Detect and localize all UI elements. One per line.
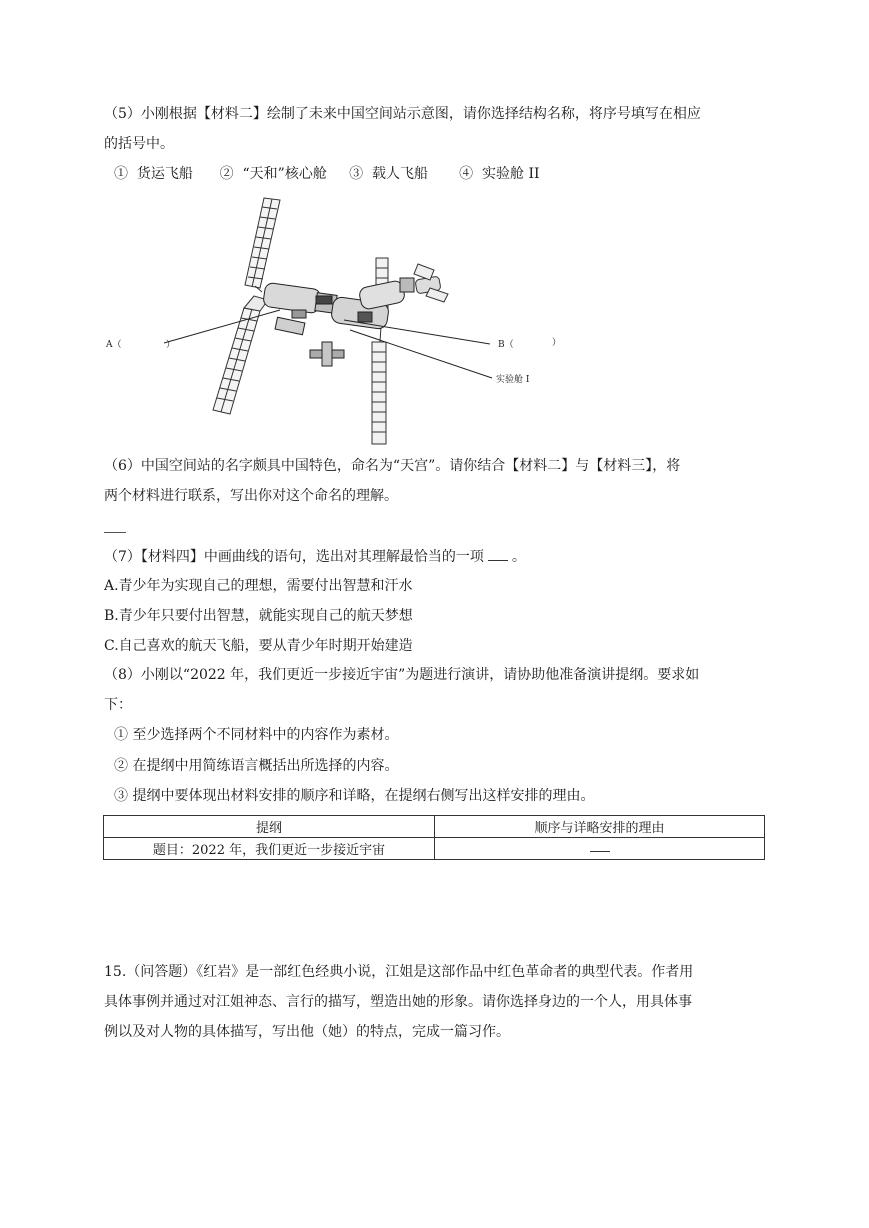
reason-answer-blank[interactable] bbox=[590, 841, 610, 852]
speech-outline-table bbox=[103, 815, 765, 860]
reason-answer-cell[interactable] bbox=[435, 838, 765, 860]
table-row bbox=[104, 838, 765, 860]
q7-option-a: A.青少年为实现自己的理想，需要付出智慧和汗水 bbox=[104, 578, 413, 594]
answer-blank-line[interactable] bbox=[104, 532, 126, 533]
q8-requirement-1: ① 至少选择两个不同材料中的内容作为素材。 bbox=[114, 727, 399, 743]
label-a-close: ） bbox=[166, 340, 176, 350]
label-b: B（ bbox=[498, 340, 514, 350]
cargo-ship bbox=[414, 264, 448, 302]
header-outline: 提纲 bbox=[104, 816, 435, 838]
q7-option-c: C.自己喜欢的航天飞船，要从青少年时期开始建造 bbox=[104, 638, 413, 654]
q8-requirement-3: ③ 提纲中要体现出材料安排的顺序和详略，在提纲右侧写出这样安排的理由。 bbox=[114, 788, 595, 804]
label-a: A（ bbox=[106, 340, 122, 350]
label-b-close: ） bbox=[552, 338, 562, 348]
q7-option-b: B.青少年只要付出智慧，就能实现自己的航天梦想 bbox=[104, 608, 413, 624]
label-lab-module: 实验舱 I bbox=[496, 375, 530, 385]
q6-line-1: （6）中国空间站的名字颇具中国特色，命名为“天宫”。请你结合【材料二】与【材料三】，将 bbox=[104, 458, 681, 474]
q8-requirement-2: ② 在提纲中用简练语言概括出所选择的内容。 bbox=[114, 758, 399, 774]
q15-line-1: 15.（问答题）《红岩》是一部红色经典小说，江姐是这部作品中红色革命者的典型代表。作者用 bbox=[104, 964, 694, 980]
q15-line-2: 具体事例并通过对江姐神态、言行的描写，塑造出她的形象。请你选择身边的一个人，用具体事 bbox=[104, 994, 692, 1010]
q7-stem-text: （7）【材料四】中画曲线的语句，选出对其理解最恰当的一项 bbox=[104, 549, 484, 565]
q6-line-2: 两个材料进行联系，写出你对这个命名的理解。 bbox=[104, 488, 398, 504]
outline-title-cell: 题目：2022 年，我们更近一步接近宇宙 bbox=[104, 838, 435, 860]
table-header-row bbox=[104, 816, 765, 838]
q5-options: ① 货运飞船 ② “天和”核心舱 ③ 载人飞船 ④ 实验舱 II bbox=[114, 166, 540, 182]
upper-left-solar-array bbox=[245, 198, 280, 292]
q7-stem-end: 。 bbox=[511, 549, 526, 565]
q5-line-2: 的括号中。 bbox=[104, 136, 174, 152]
space-station-diagram bbox=[104, 192, 564, 454]
q8-line-1: （8）小刚以“2022 年，我们更近一步接近宇宙”为题进行演讲，请协助他准备演讲提纲。要求如 bbox=[104, 667, 700, 683]
station-modules bbox=[263, 278, 414, 366]
q8-line-2: 下： bbox=[104, 697, 132, 713]
q15-line-3: 例以及对人物的具体描写，写出他（她）的特点，完成一篇习作。 bbox=[104, 1024, 510, 1040]
header-reason: 顺序与详略安排的理由 bbox=[435, 816, 765, 838]
q7-answer-blank[interactable] bbox=[488, 546, 508, 561]
q7-stem bbox=[104, 546, 526, 567]
q5-line-1: （5）小刚根据【材料二】绘制了未来中国空间站示意图，请你选择结构名称，将序号填写在相应 bbox=[104, 106, 701, 122]
lower-left-solar-array bbox=[213, 296, 268, 414]
